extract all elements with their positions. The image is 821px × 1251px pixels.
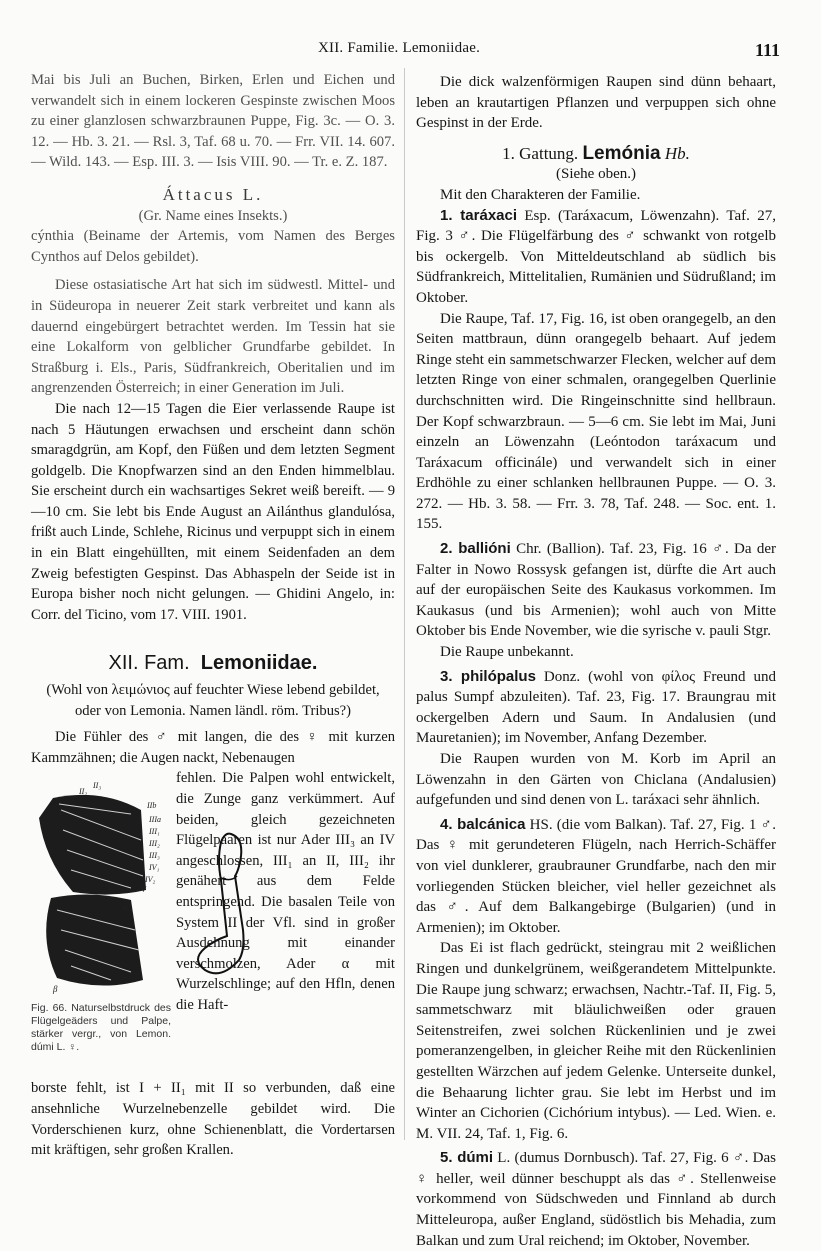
paragraph-raupen-family: Die dick walzenförmigen Raupen sind dünn behaart, leben an krautartigen Pflanzen und verpuppen sich ohne Gespinst in der Erde. <box>416 74 776 132</box>
species-name: 2. ballióni <box>440 540 511 558</box>
species-text: Donz. (wohl von φίλος Freund und palus Sumpf abzuleiten). Taf. 23, Fig. 17. Braungrau mit ockergelben Adern und Saum. In Andalusien (und Mauretanien); im November, Anfang Dezember. <box>416 668 777 747</box>
fig-label: I <box>59 809 62 819</box>
fig-label: IV₂ <box>145 875 156 885</box>
species-entry-4 <box>416 815 776 939</box>
genus-number: 1. Gattung. <box>502 143 579 163</box>
fig-label: V <box>141 885 146 895</box>
family-heading-name: Lemoniidae. <box>200 652 318 675</box>
genus-name: Lemónia <box>582 142 661 164</box>
figure-caption: Fig. 66. Naturselbstdruck des Flügelgeäders und Palpe, stärker vergr., von Lemon. dúmi L. ♀. <box>31 1002 171 1054</box>
page-number: 111 <box>755 40 781 60</box>
family-etymology: (Wohl von λειμώνιος auf feuchter Wiese lebend gebildet, oder von Lemonia. Namen ländl. röm. Tribus?) <box>46 682 380 719</box>
paragraph-fuehler: Die Fühler des ♂ mit langen, die des ♀ mit kurzen Kammzähnen; die Augen nackt, Nebenaugen <box>31 729 395 766</box>
fig-label: IIb <box>147 801 157 811</box>
paragraph-raupe: Die nach 12—15 Tagen die Eier verlassende Raupe ist nach 5 Häutungen erwachsen und erscheint dann schön smaragdgrün, am Kopf, den Füßen und dem letzten Segment goldgelb. Die Knopfwarzen sind an den Enden himmelblau. Sie erscheint durch ein wachsartiges Sekret weiß bereift. — 9—10 cm. Sie lebt bis Ende August an Ailánthus glandulósa, frißt auch Linde, Schlehe, Ricinus und verpuppt sich in einem in ein Blatt eingehüllten, mit einem Seidenfaden an dem Zweig befestigten Gespinst. Das Abhaspeln der Seide ist in Europa bisher noch nicht gelungen. — Ghidini Angelo, in: Corr. del Ticino, vom 17. VIII. 1901. <box>31 400 395 623</box>
paragraph-continuation: Mai bis Juli an Buchen, Birken, Erlen und Eichen und verwandelt sich in einem lockeren Gespinste zwischen Moos zu einer glanzlosen schwarzbraunen Puppe, Fig. 3c. — O. 3. 12. — Hb. 3. 21. — Rsl. 3, Taf. 68 u. 70. — Frr. VII. 14. 607. — Wild. 143. — Esp. III. 3. — Isis VIII. 90. — Tr. e. Z. 187. <box>31 72 395 171</box>
fig-label: III₁ <box>149 827 160 837</box>
species-text: Esp. (Taráxacum, Löwenzahn). Taf. 27, Fig. 3 ♂. Die Flügelfärbung des ♂ schwankt von rotgelb bis ockergelb. Von Mitteldeutschland ab südlich bis Südfrankreich, Mittelitalien, Rumänien und Südrußland; im Oktober. <box>416 207 776 306</box>
species-name: 5. dúmi <box>440 1149 494 1167</box>
fig-label: II₂ <box>79 787 88 797</box>
paragraph-distribution: Diese ostasiatische Art hat sich im südwestl. Mittel- und in Südeuropa in neuerer Zeit stark verbreitet und kann als dauernd eingebürgert betrachtet werden. Im Tessin hat sie eine Lokalform von gelblicher Grundfarbe gebildet. In Straßburg i. Els., Paris, Südfrankreich, Oberitalien und im angrenzenden Österreich; in einer Generation im Juli. <box>31 277 395 397</box>
species-entry-1 <box>416 206 776 309</box>
genus-heading-attacus: Áttacus L. <box>162 184 264 204</box>
genus-note: (Siehe oben.) <box>556 166 636 183</box>
family-heading-number: XII. Fam. <box>108 652 190 675</box>
species-1-raupe: Die Raupe, Taf. 17, Fig. 16, ist oben orangegelb, an den Seiten mattbraun, dünn orangegelb behaart. Auf jedem Ringe steht ein sammetschwarzer Flecken, welcher auf dem letzten Ringe von einer schmalen, orangegelben Querlinie durchschnitten wird. Die Ringeinschnitte sind hellbraun. Der Kopf schwarzbraun. — 5—6 cm. Sie lebt im Mai, Juni einzeln an Löwenzahn (Leóntodon taráxacum und Taráxacum officinále) und verwandelt sich in einer Erdhöhle zu einer schlanken hellbraunen Puppe. — O. 3. 272. — Hb. 3. 58. — Frr. 3. 78, Taf. 248. — Soc. ent. 1. 155. <box>416 310 776 533</box>
species-4-ei: Das Ei ist flach gedrückt, steingrau mit 2 weißlichen Ringen und dunkelgrünem, weißgerandetem Mittelpunkte. Die Raupe jung schwarz; erwachsen, Nachtr.-Taf. II, Fig. 5, sammetschwarz mit bläulichweißen oder grauen Seitenstreifen, zwei solchen Rückenlinien und je zwei pomeranzengelben, in gleicher Reihe mit den Rückenlinien gestellten Wärzchen auf jedem Gelenke. Unterseite dunkel, die Behaarung lichter grau. Sie lebt im Herbst und im Winter an Cichorien (Cichórium intybus). — Led. Wien. e. M. VII. 24, Taf. 1, Fig. 6. <box>416 940 776 1142</box>
fig-label: III₃ <box>149 851 160 861</box>
species-text: L. (dumus Dornbusch). Taf. 27, Fig. 6 ♂. Das ♀ heller, weil dünner beschuppt als das ♂. Stellenweise vorkommend von Südschweden und Finnland ab durch Mitteleuropa, außer England, südöstlich bis Mehadia, zum Balkan und zum Ural reichend; im Oktober, November. <box>416 1150 776 1249</box>
species-name: 4. balcánica <box>440 815 526 833</box>
species-2-raupe: Die Raupe unbekannt. <box>440 644 574 661</box>
species-name: 1. taráxaci <box>440 206 518 224</box>
species-entry-3 <box>416 667 776 749</box>
fig-label: III₂ <box>149 839 160 849</box>
species-text: Chr. (Ballion). Taf. 23, Fig. 16 ♂. Da der Falter in Nowo Rossysk gefangen ist, dürfte die Art auch auf der europäischen Seite des Kaukasus vorkommen. Im Kaukasus (und bis Armenien); wohl auch von Mitte Oktober bis Ende November, wie die syrische v. pauli Stgr. <box>416 541 776 640</box>
species-cynthia: cýnthia (Beiname der Artemis, vom Namen des Berges Cynthos auf Delos gebildet). <box>31 228 395 265</box>
species-entry-2 <box>416 539 776 642</box>
paragraph-haftborste: borste fehlt, ist I + II₁ mit II so verbunden, daß eine ansehnliche Wurzelnebenzelle gebildet wird. Die Vorderschienen kurz, ohne Schienenblatt, die Vordertarsen mit kräftigen, sehr großen Krallen. <box>31 1080 395 1159</box>
right-column <box>416 72 776 1251</box>
figure-66 <box>31 768 395 1078</box>
fig-label: α <box>123 902 128 913</box>
fig-label: IV₁ <box>149 863 160 873</box>
fig-label: II₃ <box>93 781 102 791</box>
figure-adjacent-text <box>176 768 395 1015</box>
column-divider <box>404 68 405 1140</box>
fig-label: β <box>53 984 58 995</box>
wing-venation-figure <box>31 780 173 1004</box>
genus-characters: Mit den Charakteren der Familie. <box>440 186 641 203</box>
genus-heading-lemonia <box>416 144 776 165</box>
left-column <box>31 70 395 1161</box>
species-name: 3. philópalus <box>440 667 536 685</box>
species-text: HS. (die vom Balkan). Taf. 27, Fig. 1 ♂. Das ♀ mit gerundeteren Flügeln, nach Herrich-Schäffer von viel dunklerer, graubrauner Grundfarbe, nach den mir vorliegenden Stücken bleicher, viel heller gezeichnet als das ♂. Auf dem Balkangebirge (Bulgarien) (und in Armenien); im Oktober. <box>416 816 776 936</box>
page-header <box>0 38 821 68</box>
genus-author: Hb. <box>664 143 690 163</box>
fig-label: IIIa <box>149 815 161 825</box>
species-3-raupe: Die Raupen wurden von M. Korb im April an Löwenzahn in den Gärten von Chiclana (Andalusien) aufgefunden und sind denen von L. taráxaci sehr ähnlich. <box>416 751 776 809</box>
paragraph-palpen: fehlen. Die Palpen wohl entwickelt, die Zunge ganz verkümmert. Auf beiden, gleich gezeichneten Flügelpaaren ist nur Ader III₃ an IV angeschlossen, III₁ an II, III₂ ihr genähert aus dem Felde entspringend. Die basalen Teile von System II der Vfl. sind in großer Ausdehnung mit einander verschmolzen, Ader α mit Wurzelschlinge; auf den Hfln, denen die Haft- <box>176 770 395 1013</box>
genus-etymology: (Gr. Name eines Insekts.) <box>138 207 288 224</box>
running-head: XII. Familie. Lemoniidae. <box>318 40 481 56</box>
family-heading <box>31 653 395 674</box>
